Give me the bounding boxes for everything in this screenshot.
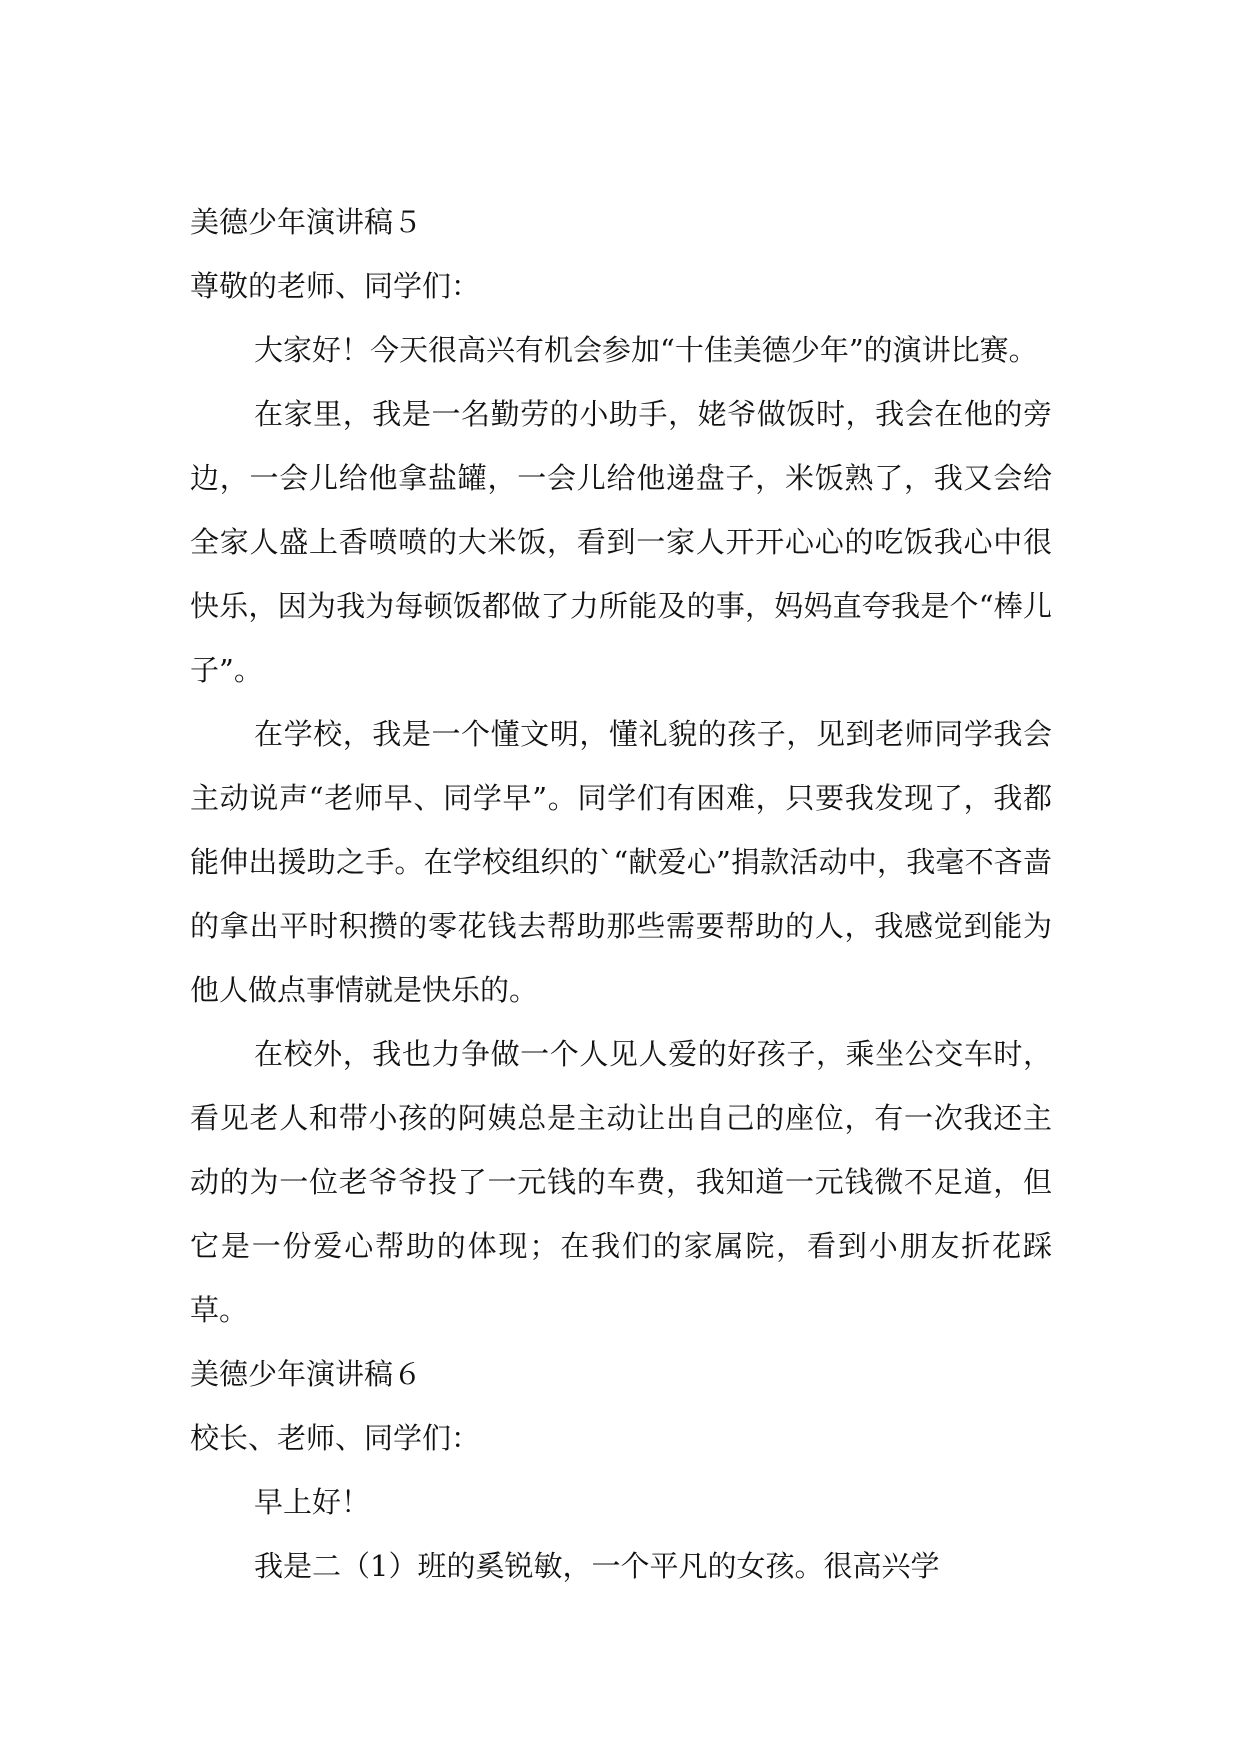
paragraph: 早上好！ [254,1485,371,1519]
paragraph: 大家好！今天很高兴有机会参加“十佳美德少年”的演讲比赛。 [254,333,1038,367]
document-page [190,190,1052,1598]
salutation: 校长、老师、同学们： [190,1421,481,1455]
paragraph: 在校外，我也力争做一个人见人爱的好孩子，乘坐公交车时，看见老人和带小孩的阿姨总是主动让出自己的座位，有一次我还主动的为一位老爷爷投了一元钱的车费，我知道一元钱微不足道，但它是一份爱心帮助的体现；在我们的家属院，看到小朋友折花踩草。 [190,1037,1052,1327]
paragraph: 在学校，我是一个懂文明，懂礼貌的孩子，见到老师同学我会主动说声“老师早、同学早”。同学们有困难，只要我发现了，我都能伸出援助之手。在学校组织的`“献爱心”捐款活动中，我毫不吝啬的拿出平时积攒的零花钱去帮助那些需要帮助的人，我感觉到能为他人做点事情就是快乐的。 [190,717,1052,1007]
paragraph: 我是二（1）班的奚锐敏，一个平凡的女孩。很高兴学 [254,1549,940,1583]
section-title: 美德少年演讲稿５ [190,205,423,239]
section-title: 美德少年演讲稿６ [190,1357,423,1391]
salutation: 尊敬的老师、同学们： [190,269,481,303]
paragraph: 在家里，我是一名勤劳的小助手，姥爷做饭时，我会在他的旁边，一会儿给他拿盐罐，一会儿给他递盘子，米饭熟了，我又会给全家人盛上香喷喷的大米饭，看到一家人开开心心的吃饭我心中很快乐，因为我为每顿饭都做了力所能及的事，妈妈直夸我是个“棒儿子”。 [190,397,1052,687]
